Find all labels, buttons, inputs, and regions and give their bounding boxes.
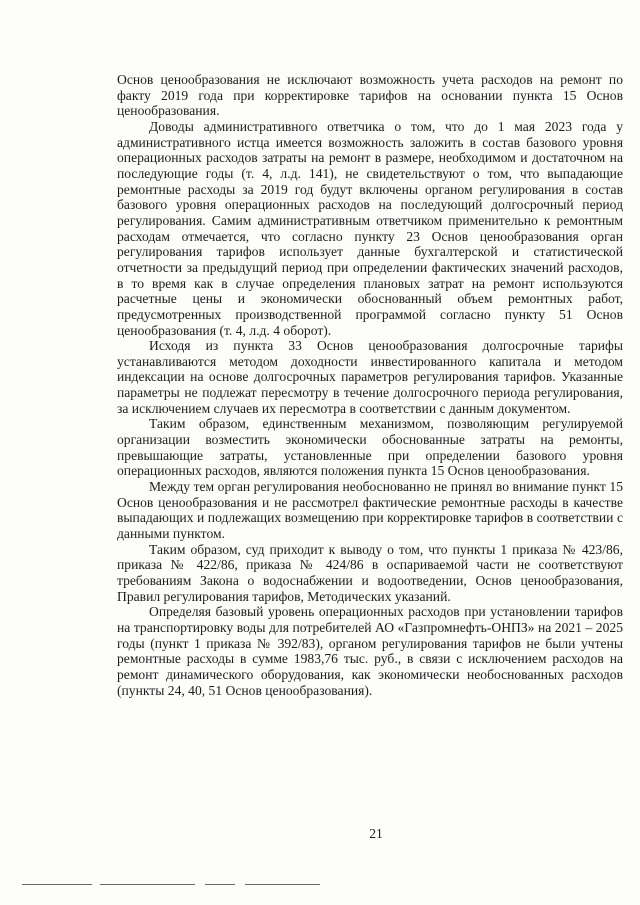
scan-artifact-line [245,884,320,885]
page-number: 21 [369,826,383,841]
paragraph-3: Исходя из пункта 33 Основ ценообразования долгосрочные тарифы устанавливаются методом доходности инвестированного капитала и методом индексации на основе долгосрочных параметров регулирования тарифов. Указанные параметры не подлежат пересмотру в течение долгосрочного периода регулирования, за исключением случаев их пересмотра в соответствии с данным документом. [117,338,623,416]
scan-artifact-line [22,884,92,885]
scan-artifact-line [100,884,195,885]
paragraph-2: Доводы административного ответчика о том, что до 1 мая 2023 года у административного истца имеется возможность заложить в состав базового уровня операционных расходов затраты на ремонт в размере, необходимом и достаточном на последующие годы (т. 4, л.д. 141), не свидетельствуют о том, что выпадающие ремонтные расходы за 2019 год будут включены органом регулирования в состав базового уровня операционных расходов на последующий долгосрочный период регулирования. Самим административным ответчиком применительно к ремонтным расходам отмечается, что согласно пункту 23 Основ ценообразования орган регулирования тарифов использует данные бухгалтерской и статистической отчетности за предыдущий период при определении фактических значений расходов, в то время как в случае определения плановых затрат на ремонт используются расчетные цены и экономически обоснованный объем ремонтных работ, предусмотренных производственной программой согласно пункту 51 Основ ценообразования (т. 4, л.д. 4 оборот). [117,118,623,338]
document-body [117,72,623,698]
paragraph-7: Определяя базовый уровень операционных расходов при установлении тарифов на транспортировку воды для потребителей АО «Газпромнефть-ОНПЗ» на 2021 – 2025 годы (пункт 1 приказа № 392/83), органом регулирования тарифов не были учтены ремонтные расходы в сумме 1983,76 тыс. руб., в связи с исключением расходов на ремонт динамического оборудования, как экономически необоснованных расходов (пункты 24, 40, 51 Основ ценообразования). [117,604,623,698]
paragraph-6: Таким образом, суд приходит к выводу о том, что пункты 1 приказа № 423/86, приказа № 422/86, приказа № 424/86 в оспариваемой части не соответствуют требованиям Закона о водоснабжении и водоотведении, Основ ценообразования, Правил регулирования тарифов, Методических указаний. [117,541,623,604]
paragraph-1: Основ ценообразования не исключают возможность учета расходов на ремонт по факту 2019 года при корректировке тарифов на основании пункта 15 Основ ценообразования. [117,72,623,119]
scan-artifact-line [205,884,235,885]
paragraph-4: Таким образом, единственным механизмом, позволяющим регулируемой организации возместить экономически обоснованные затраты на ремонты, превышающие затраты, установленные при определении базового уровня операционных расходов, являются положения пункта 15 Основ ценообразования. [117,416,623,479]
paragraph-5: Между тем орган регулирования необоснованно не принял во внимание пункт 15 Основ ценообразования и не рассмотрел фактические ремонтные расходы в качестве выпадающих и подлежащих возмещению при корректировке тарифов в соответствии с данными пунктом. [117,479,623,542]
